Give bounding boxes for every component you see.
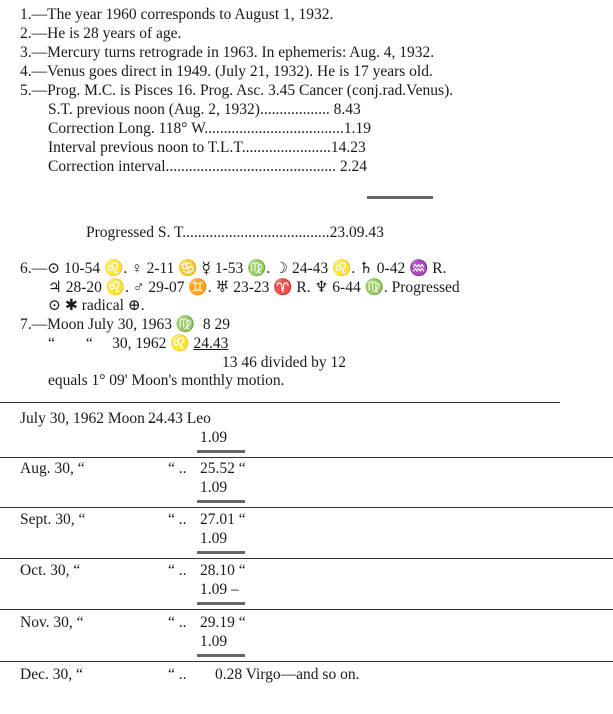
table-increment: 1.09 –	[200, 581, 239, 598]
table-increment: 1.09	[200, 530, 228, 547]
increment-underline	[197, 450, 245, 453]
item-6-line: ♃ 28-20 ♌. ♂ 29-07 ♊. ♅ 23-23 ♈ R. ♆ 6-44 ♍. Progressed	[48, 279, 460, 296]
item-1: 1.—The year 1960 corresponds to August 1, 1932.	[20, 6, 334, 23]
calc-row	[48, 101, 361, 119]
table-date: Sept. 30, “	[20, 511, 86, 528]
item-4: 4.—Venus goes direct in 1949. (July 21, 1932). He is 17 years old.	[20, 63, 433, 80]
table-ditto: “ ..	[168, 562, 187, 579]
item-6-line: ⊙ ✱ radical ⊕.	[48, 297, 145, 314]
item-2: 2.—He is 28 years of age.	[20, 25, 182, 42]
progressed-value: 23.09.43	[329, 224, 384, 241]
increment-underline	[197, 654, 245, 657]
table-increment: 1.09	[200, 429, 228, 446]
table-date: July 30, 1962 Moon ..	[20, 410, 157, 427]
progressed-label: Progressed S. T......................................	[86, 224, 330, 241]
table-value: 25.52 “	[200, 460, 246, 477]
table-value: 28.10 “	[200, 562, 246, 579]
increment-underline	[197, 551, 245, 554]
calc-row	[48, 158, 367, 176]
calc-label: S.T. previous noon (Aug. 2, 1932)..................	[48, 101, 330, 118]
table-ditto: “ ..	[168, 666, 187, 683]
table-date: Nov. 30, “	[20, 614, 84, 631]
calc-label: Correction Long. 118° W....................................	[48, 120, 344, 137]
table-value: 0.28 Virgo—and so on.	[215, 666, 360, 683]
calc-value: 14.23	[330, 139, 366, 156]
divider	[0, 402, 560, 403]
ditto-text: “ “ 30, 1962 ♌	[48, 335, 194, 352]
table-date: Oct. 30, “	[20, 562, 81, 579]
table-increment: 1.09	[200, 479, 228, 496]
increment-underline	[197, 500, 245, 503]
calc-value: 2.24	[336, 158, 367, 175]
table-value: 24.43 Leo	[148, 410, 211, 427]
item-7-line: equals 1° 09' Moon's monthly motion.	[48, 372, 285, 389]
table-value: 27.01 “	[200, 511, 246, 528]
table-ditto: “ ..	[168, 460, 187, 477]
table-ditto: “ ..	[168, 511, 187, 528]
calc-value: 1.19	[343, 120, 371, 137]
calc-label: Correction interval............................................	[48, 158, 336, 175]
row-divider	[0, 457, 613, 458]
table-date: Dec. 30, “	[20, 666, 83, 683]
calc-label: Interval previous noon to T.L.T.......................	[48, 139, 331, 156]
calc-row	[48, 139, 366, 157]
increment-underline	[197, 602, 245, 605]
row-divider	[0, 558, 613, 559]
table-increment: 1.09	[200, 633, 228, 650]
item-5: 5.—Prog. M.C. is Pisces 16. Prog. Asc. 3.45 Cancer (conj.rad.Venus).	[20, 82, 454, 99]
calc-row	[48, 120, 371, 138]
row-divider	[0, 661, 613, 662]
table-date: Aug. 30, “	[20, 460, 85, 477]
row-divider	[0, 609, 613, 610]
table-ditto: “ ..	[168, 614, 187, 631]
calc-value: 8.43	[329, 101, 361, 118]
row-divider	[0, 507, 613, 508]
item-6-line: 6.—⊙ 10-54 ♌. ♀ 2-11 ♋ ☿ 1-53 ♍. ☽ 24-43 ♌. ♄ 0-42 ♒ R.	[20, 260, 447, 277]
item-7-line: 13 46 divided by 12	[222, 354, 346, 371]
progressed-st	[86, 224, 384, 242]
item-3: 3.—Mercury turns retrograde in 1963. In ephemeris: Aug. 4, 1932.	[20, 44, 435, 61]
table-value: 29.19 “	[200, 614, 246, 631]
moon-value: 24.43	[193, 335, 229, 352]
item-7-line	[48, 335, 228, 353]
sum-underline	[367, 196, 433, 199]
item-7-line: 7.—Moon July 30, 1963 ♍ 8 29	[20, 316, 231, 333]
